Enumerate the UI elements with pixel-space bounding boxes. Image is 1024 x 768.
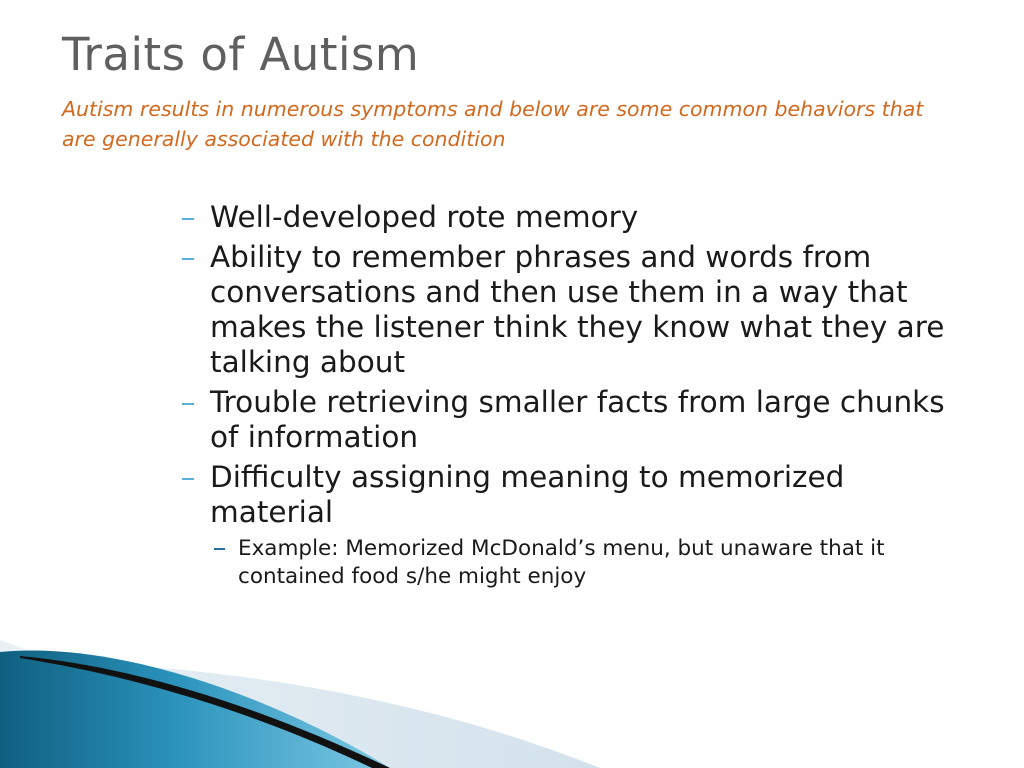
bullet-item (178, 460, 968, 591)
bullet-item (178, 240, 968, 380)
slide-title: Traits of Autism (62, 28, 420, 81)
dash-bullet-icon (182, 403, 194, 405)
slide-subtitle: Autism results in numerous symptoms and below are some common behaviors that are generally associated with the condition (62, 97, 924, 151)
dash-bullet-icon (182, 478, 194, 480)
bullet-text: Difficulty assigning meaning to memorized material (210, 460, 845, 529)
bullet-text: Ability to remember phrases and words from conversations and then use them in a way that makes the listener think they know what they are talking about (210, 240, 945, 379)
sub-bullet-item (210, 535, 968, 591)
bullet-list (178, 200, 968, 596)
sub-bullet-list (210, 535, 968, 591)
bullet-text: Trouble retrieving smaller facts from large chunks of information (210, 385, 945, 454)
bullet-text: Well-developed rote memory (210, 200, 639, 234)
dash-bullet-icon (182, 258, 194, 260)
dash-bullet-icon (214, 548, 225, 550)
dash-bullet-icon (182, 218, 194, 220)
bullet-item (178, 385, 968, 455)
sub-bullet-text: Example: Memorized McDonald’s menu, but unaware that it contained food s/he might enjoy (238, 536, 885, 589)
bullet-item (178, 200, 968, 235)
